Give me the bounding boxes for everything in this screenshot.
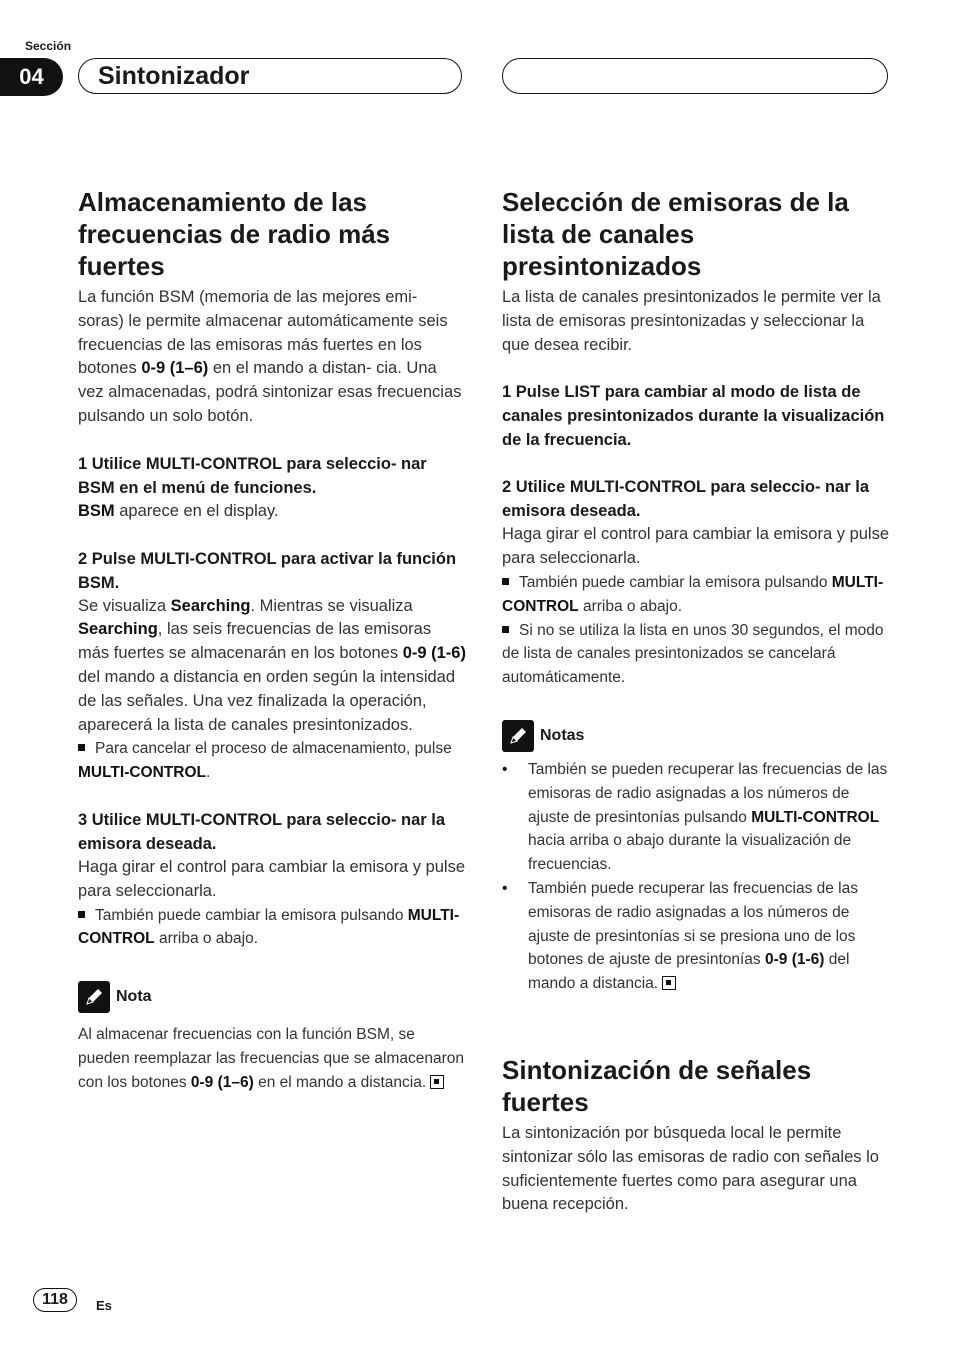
bsm-step-3-note: También puede cambiar la emisora pulsando MULTI-CONTROL arriba o abajo. — [78, 906, 460, 948]
preset-step-2-note-2: Si no se utiliza la lista en unos 30 segundos, el modo de lista de canales presintonizados se cancelará automáticamente. — [502, 621, 884, 687]
note-title: Nota — [116, 988, 152, 1006]
bsm-step-1: 1 Utilice MULTI-CONTROL para seleccio- nar BSM en el menú de funciones. — [78, 454, 427, 497]
end-mark-icon — [430, 1075, 444, 1089]
section-title: Sintonizador — [98, 62, 250, 90]
bsm-step-3-text: Haga girar el control para cambiar la emisora y pulse para seleccionarla. — [78, 857, 466, 900]
end-mark-icon — [662, 976, 676, 990]
bsm-step-2-text: Se visualiza Searching. Mientras se visualiza Searching, las seis frecuencias de las emisoras más fuertes se almacenarán en los botones 0-9 (1-6) del mando a distancia en orden según la intensidad de las señales. Una vez finalizada la operación, aparecerá la lista de canales presintonizados. — [78, 596, 466, 734]
notes-item-1: • También se pueden recuperar las frecuencias de las emisoras de radio asignadas a los números de ajuste de presintonías pulsando MULTI-CONTROL hacia arriba o abajo durante la visualización de frecuencias. — [502, 758, 890, 877]
square-bullet-icon — [502, 578, 509, 585]
square-bullet-icon — [78, 911, 85, 918]
preset-step-1: 1 Pulse LIST para cambiar al modo de lista de canales presintonizados durante la visualización de la frecuencia. — [502, 383, 885, 450]
preset-step-2: 2 Utilice MULTI-CONTROL para seleccio- nar la emisora deseada. — [502, 478, 870, 521]
left-column — [78, 186, 466, 1095]
page-number: 118 — [33, 1288, 77, 1312]
preset-list-heading: Selección de emisoras de la lista de canales presintonizados — [502, 187, 849, 281]
pencil-note-icon — [502, 720, 534, 752]
section-label: Sección — [25, 39, 72, 53]
preset-step-2-note-1: También puede cambiar la emisora pulsando MULTI-CONTROL arriba o abajo. — [502, 573, 884, 615]
square-bullet-icon — [78, 744, 85, 751]
bsm-heading: Almacenamiento de las frecuencias de radio más fuertes — [78, 187, 391, 281]
local-seek-text: La sintonización por búsqueda local le permite sintonizar sólo las emisoras de radio con señales lo suficientemente fuertes como para asegurar una buena recepción. — [502, 1123, 879, 1214]
notes-item-2: • También puede recuperar las frecuencias de las emisoras de radio asignadas a los números de ajuste de presintonías si se presiona uno de los botones de ajuste de presintonías 0-9 (1-6) del mando a distancia. — [502, 877, 890, 996]
preset-step-2-text: Haga girar el control para cambiar la emisora y pulse para seleccionarla. — [502, 525, 890, 568]
note-text: Al almacenar frecuencias con la función BSM, se pueden reemplazar las frecuencias que se almacenaron con los botones 0-9 (1–6) en el mando a distancia. — [78, 1026, 465, 1091]
notes-header — [502, 720, 890, 752]
local-seek-heading: Sintonización de señales fuertes — [502, 1054, 812, 1117]
right-column — [502, 186, 890, 1217]
notes-title: Notas — [540, 726, 585, 744]
pencil-note-icon — [78, 981, 110, 1013]
language-code: Es — [96, 1298, 112, 1313]
section-number-badge: 04 — [0, 58, 63, 96]
square-bullet-icon — [502, 626, 509, 633]
bsm-step-3: 3 Utilice MULTI-CONTROL para seleccio- nar la emisora deseada. — [78, 810, 446, 853]
bsm-step-2: 2 Pulse MULTI-CONTROL para activar la función BSM. — [78, 549, 457, 592]
bsm-intro: La función BSM (memoria de las mejores emi- soras) le permite almacenar automáticamente seis frecuencias de las emisoras más fuertes en los botones 0-9 (1–6) en el mando a distan- cia. Una vez almacenadas, podrá sintonizar esas frecuencias pulsando un solo botón. — [78, 288, 462, 425]
preset-list-intro: La lista de canales presintonizados le permite ver la lista de emisoras presintonizadas y seleccionar la que desea recibir. — [502, 288, 881, 354]
bsm-step-1-text: BSM aparece en el display. — [78, 501, 279, 520]
bsm-step-2-note: Para cancelar el proceso de almacenamiento, pulse MULTI-CONTROL. — [78, 740, 452, 782]
right-header-frame — [502, 58, 888, 94]
note-header — [78, 981, 466, 1013]
